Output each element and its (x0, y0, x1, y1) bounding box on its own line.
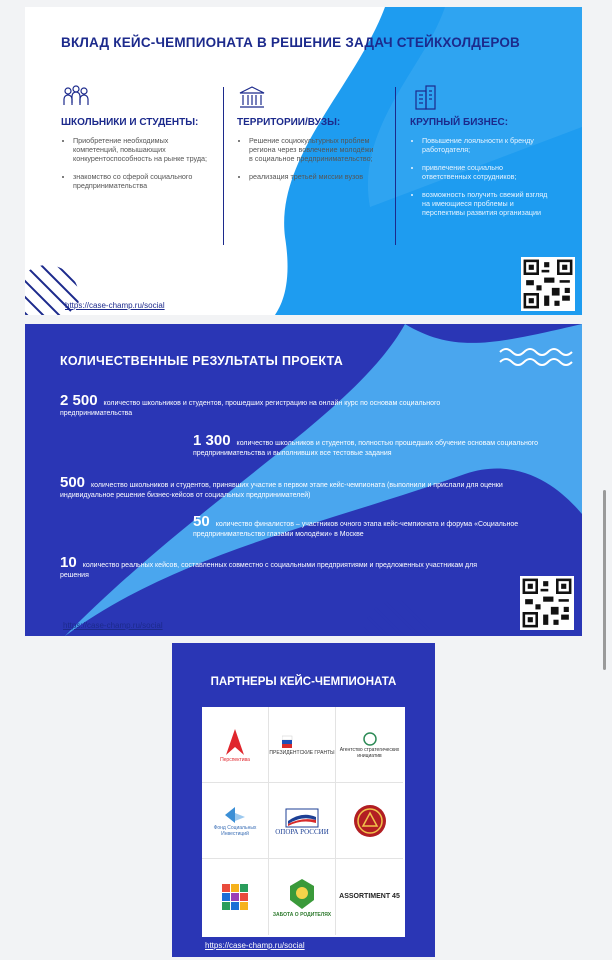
presidential-grants-logo-icon (282, 734, 322, 750)
stat-number: 50 (193, 513, 210, 530)
stat-completed (193, 432, 548, 459)
partner-label: ASSORTIMENT 45 (339, 893, 400, 900)
website-link[interactable]: https://case-champ.ru/social (205, 941, 305, 950)
stat-first-stage (60, 474, 535, 501)
stat-finalists (193, 513, 538, 540)
column-header: ТЕРРИТОРИИ/ВУЗЫ: (237, 117, 341, 128)
partner-logo (336, 783, 403, 859)
stat-number: 500 (60, 474, 86, 491)
stat-text: количество школьников и студентов, принявших участие в первом этапе кейс-чемпионата (выполнили и прислали для оценки индивидуальное решение бизнес-кейсов от социальных предпринимателей) (60, 482, 503, 499)
stat-registrations (60, 392, 480, 419)
partner-label: Агентство стратегических инициатив (339, 746, 400, 759)
partner-logo (269, 707, 336, 783)
divider (223, 87, 224, 245)
scrollbar[interactable] (603, 490, 606, 670)
partner-logo (202, 859, 269, 935)
seal-logo-icon (353, 804, 387, 838)
partner-logo (336, 707, 403, 783)
slide-title: КОЛИЧЕСТВЕННЫЕ РЕЗУЛЬТАТЫ ПРОЕКТА (60, 354, 344, 368)
stat-number: 1 300 (193, 432, 231, 449)
stat-number: 2 500 (60, 392, 98, 409)
partner-label: Фонд Социальных Инвестиций (213, 824, 257, 837)
stat-text: количество школьников и студентов, полностью прошедших обучение основам социального предпринимательства и выполнивших все тестовые задания (193, 440, 539, 457)
parents-care-logo-icon (284, 876, 320, 912)
slide-stakeholders (25, 7, 582, 315)
partner-logo (336, 859, 403, 935)
stat-number: 10 (60, 554, 77, 571)
building-icon (410, 83, 440, 113)
list-item: • знакомство со сферой социального предпринимательства (73, 172, 211, 190)
partner-logo (269, 859, 336, 935)
column-header: КРУПНЫЙ БИЗНЕС: (410, 117, 509, 128)
social-investments-fund-logo-icon (223, 805, 247, 825)
prosvet-logo-icon (222, 727, 248, 757)
column-header: ШКОЛЬНИКИ И СТУДЕНТЫ: (61, 117, 199, 128)
agency-logo-icon (362, 731, 378, 747)
partner-logo (202, 707, 269, 783)
partner-label: ОПОРА РОССИИ (275, 827, 329, 836)
slide-title: ВКЛАД КЕЙС-ЧЕМПИОНАТА В РЕШЕНИЕ ЗАДАЧ СТЕЙКХОЛДЕРОВ (61, 35, 521, 50)
partner-label: ЗАБОТА О РОДИТЕЛЯХ (272, 912, 332, 918)
pokolenie-logo-icon (220, 882, 250, 912)
institution-icon (237, 83, 267, 113)
list-item: • возможность получить свежий взгляд на имеющиеся проблемы и перспективы развития организации (422, 190, 550, 217)
divider (395, 87, 396, 245)
list-item: • Решение социокультурных проблем региона через вовлечение молодёжи в социальное предпринимательство; (249, 136, 377, 163)
partner-label: ПРЕЗИДЕНТСКИЕ ГРАНТЫ (269, 749, 335, 756)
website-link[interactable]: https://case-champ.ru/social (65, 301, 165, 310)
stat-cases (60, 554, 485, 581)
stat-text: количество школьников и студентов, прошедших регистрацию на онлайн курс по основам социального предпринимательства (60, 400, 441, 417)
slide-partners (172, 643, 435, 957)
list-item: • привлечение социально ответственных сотрудников; (422, 163, 550, 181)
list-item: • Повышение лояльности к бренду работодателя; (422, 136, 550, 154)
partner-label: Перспектива (220, 756, 250, 763)
slide-results (25, 324, 582, 636)
people-icon (61, 83, 91, 113)
opora-russia-logo-icon (284, 807, 320, 829)
website-link[interactable]: https://case-champ.ru/social (63, 621, 163, 630)
partners-grid (202, 707, 405, 937)
column-business (410, 83, 550, 226)
qr-code-icon (520, 576, 574, 630)
stat-text: количество реальных кейсов, составленных совместно с социальными предприятиями и предложенных участникам для решения (60, 562, 477, 579)
list-item: • Приобретение необходимых компетенций, повышающих конкурентоспособность на рынке труда; (73, 136, 211, 163)
partner-logo (269, 783, 336, 859)
list-item: • реализация третьей миссии вузов (249, 172, 377, 181)
column-students (61, 83, 211, 199)
partner-logo (202, 783, 269, 859)
column-territories (237, 83, 377, 190)
stat-text: количество финалистов – участников очного этапа кейс-чемпионата и форума «Социальное предпринимательство глазами молодёжи» в Москве (193, 521, 519, 538)
qr-code-icon (521, 257, 575, 311)
slide-title: ПАРТНЕРЫ КЕЙС-ЧЕМПИОНАТА (210, 676, 397, 688)
